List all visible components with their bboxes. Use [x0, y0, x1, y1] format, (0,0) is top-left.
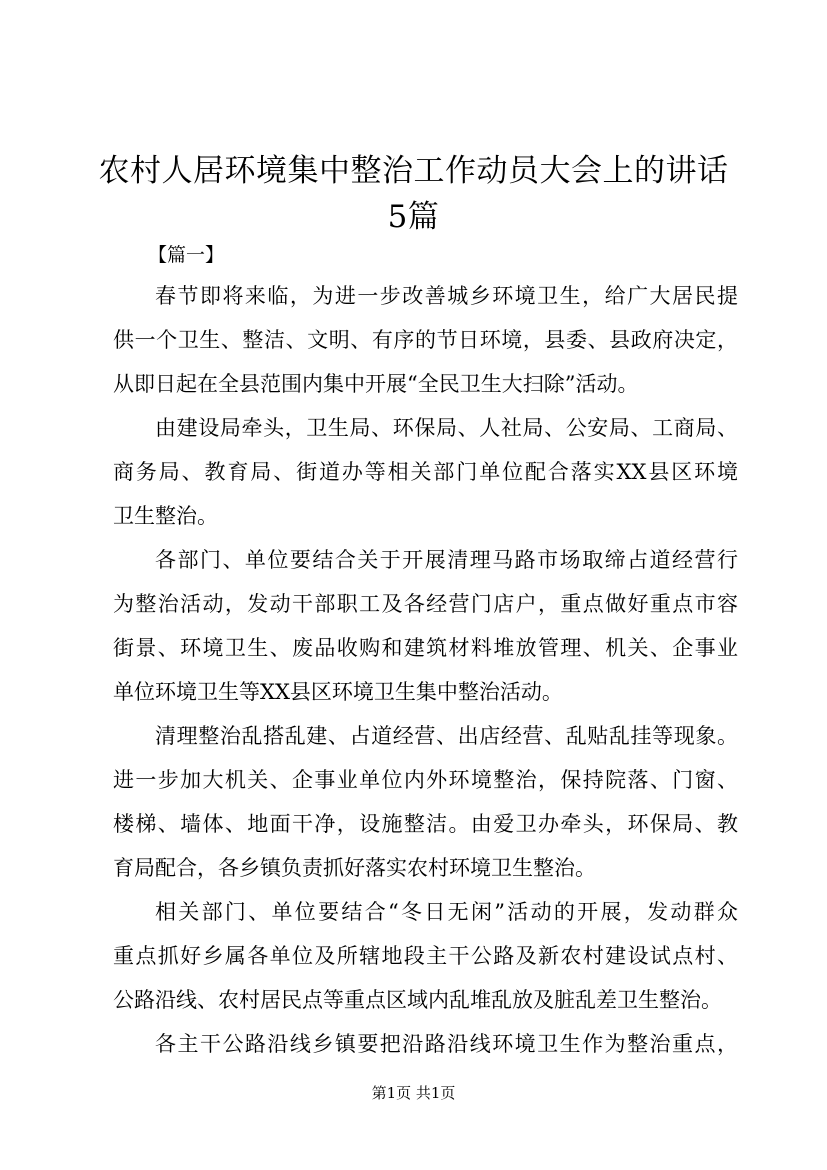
paragraph-2-line-1: 由建设局牵头，卫生局、环保局、人社局、公安局、工商局、: [155, 416, 738, 440]
paragraph-6-line-1: 各主干公路沿线乡镇要把沿路沿线环境卫生作为整治重点，: [155, 1032, 738, 1056]
paragraph-3-line-2: 为整治活动，发动干部职工及各经营门店户，重点做好重点市容: [113, 592, 738, 616]
paragraph-5-line-3: 公路沿线、农村居民点等重点区域内乱堆乱放及脏乱差卫生整治。: [113, 988, 722, 1012]
title-line-1: 农村人居环境集中整治工作动员大会上的讲话: [98, 153, 729, 189]
section-label: 【篇一】: [148, 244, 225, 266]
paragraph-4-line-3: 楼梯、墙体、地面干净，设施整洁。由爱卫办牵头，环保局、教: [113, 812, 738, 836]
paragraph-1-line-3: 从即日起在全县范围内集中开展“全民卫生大扫除”活动。: [113, 372, 639, 396]
paragraph-2-line-2: 商务局、教育局、街道办等相关部门单位配合落实XX县区环境: [113, 460, 738, 484]
paragraph-3-line-1: 各部门、单位要结合关于开展清理马路市场取缔占道经营行: [155, 548, 738, 572]
paragraph-3-line-3: 街景、环境卫生、废品收购和建筑材料堆放管理、机关、企事业: [113, 636, 738, 660]
page-footer: 第1页 共1页: [371, 1084, 456, 1102]
paragraph-2-line-3: 卫生整治。: [113, 504, 218, 528]
paragraph-5-line-2: 重点抓好乡属各单位及所辖地段主干公路及新农村建设试点村、: [113, 944, 738, 968]
paragraph-4-line-1: 清理整治乱搭乱建、占道经营、出店经营、乱贴乱挂等现象。: [155, 724, 738, 748]
paragraph-4-line-2: 进一步加大机关、企事业单位内外环境整治，保持院落、门窗、: [113, 768, 738, 792]
paragraph-1-line-1: 春节即将来临，为进一步改善城乡环境卫生，给广大居民提: [155, 284, 738, 308]
paragraph-4-line-4: 育局配合，各乡镇负责抓好落实农村环境卫生整治。: [113, 856, 596, 880]
paragraph-5-line-1: 相关部门、单位要结合“冬日无闲”活动的开展，发动群众: [155, 900, 738, 924]
document-title: [90, 148, 737, 240]
paragraph-3-line-4: 单位环境卫生等XX县区环境卫生集中整治活动。: [113, 680, 563, 704]
paragraph-1-line-2: 供一个卫生、整洁、文明、有序的节日环境，县委、县政府决定，: [113, 328, 738, 352]
title-line-2: 5篇: [387, 199, 440, 235]
